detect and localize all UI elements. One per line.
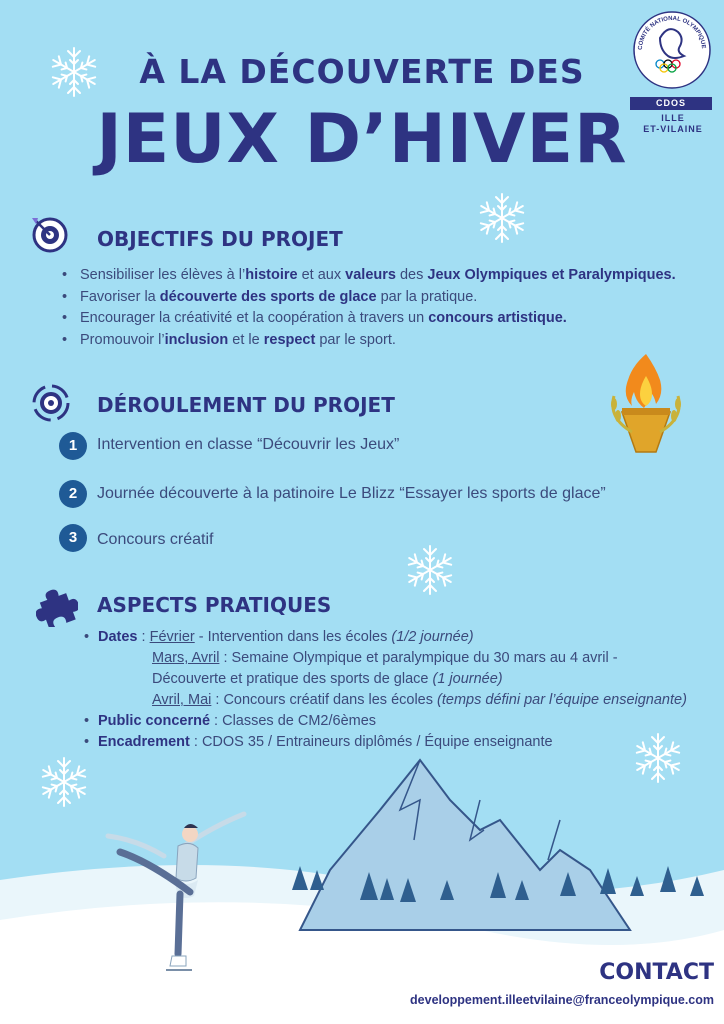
date-text: : Semaine Olympique et paralympique du 30 mars au 4 avril - (219, 650, 618, 666)
logo-sub1: ILLE (661, 113, 685, 123)
dates-row: • Dates : Février - Intervention dans les écoles (1/2 journée) (84, 629, 474, 645)
objectif-item (60, 308, 720, 330)
objectif-item (60, 287, 720, 309)
objectif-highlight: découverte des sports de glace (159, 288, 377, 305)
contact-title: CONTACT (599, 960, 714, 985)
aspects-list (82, 627, 722, 753)
date-text: - Intervention dans les écoles (194, 629, 392, 645)
encadrement-row: • Encadrement : CDOS 35 / Entraineurs diplômés / Équipe enseignante (84, 734, 553, 750)
date-row-2 (82, 648, 722, 669)
date-period: Février (149, 629, 195, 645)
contact-email-link[interactable]: developpement.illeetvilaine@franceolympique.com (410, 993, 714, 1007)
date-text: : Concours créatif dans les écoles (211, 692, 438, 708)
objectif-text: et aux (297, 267, 346, 283)
date-period: Mars, Avril (152, 650, 220, 666)
olympic-torch-icon (604, 346, 688, 458)
figure-skater-illustration (100, 806, 260, 980)
step-number: 3 (59, 524, 87, 552)
objectif-text: et le (228, 331, 264, 348)
gear-icon (30, 382, 72, 424)
objectif-highlight: valeurs (345, 267, 396, 283)
deroulement-title: DÉROULEMENT DU PROJET (97, 393, 395, 417)
target-icon (30, 214, 70, 254)
date-note: (temps défini par l’équipe enseignante) (437, 692, 687, 708)
step-text: Journée découverte à la patinoire Le Blizz “Essayer les sports de glace” (97, 485, 606, 502)
objectif-text: Sensibiliser les élèves à l’ (80, 267, 246, 283)
title-main: JEUX D’HIVER (96, 100, 628, 179)
date-note: (1/2 journée) (391, 629, 474, 645)
dates-sep: : (137, 629, 150, 645)
objectif-highlight: respect (263, 331, 316, 348)
encadrement-text: : CDOS 35 / Entraineurs diplômés / Équipe enseignante (189, 734, 553, 750)
public-label: Public concerné (98, 713, 211, 729)
logo-ring-text: COMITÉ NATIONAL OLYMPIQUE (637, 15, 707, 51)
logo-badge: CDOS (630, 97, 712, 110)
objectif-text: Promouvoir l’ (80, 331, 165, 348)
public-text: : Classes de CM2/6èmes (210, 713, 377, 729)
objectif-text: Favoriser la (80, 288, 160, 305)
objectif-text: par la pratique. (376, 288, 478, 305)
snowflake-icon (402, 542, 458, 598)
objectif-text: des (395, 267, 428, 283)
objectif-highlight: inclusion (164, 331, 229, 348)
objectif-text: Encourager la créativité et la coopération à travers un (80, 310, 429, 326)
step-text: Concours créatif (97, 531, 214, 548)
snowflake-icon (474, 190, 530, 246)
objectif-text: par le sport. (315, 331, 396, 348)
logo-sub2: ET-VILAINE (643, 124, 703, 134)
step-text: Intervention en classe “Découvrir les Jeux” (97, 436, 400, 453)
puzzle-icon (36, 585, 78, 627)
aspects-title: ASPECTS PRATIQUES (97, 593, 332, 617)
title-line1: À LA DÉCOUVERTE DES (139, 52, 585, 91)
encadrement-label: Encadrement (98, 734, 190, 750)
dates-label: Dates (98, 629, 138, 645)
public-row: • Public concerné : Classes de CM2/6èmes (84, 713, 377, 729)
objectif-highlight: histoire (245, 267, 298, 283)
objectif-highlight: Jeux Olympiques et Paralympiques. (427, 267, 676, 283)
objectifs-list (60, 265, 720, 351)
objectifs-title: OBJECTIFS DU PROJET (97, 227, 343, 251)
date-row-2b (82, 669, 722, 690)
date-note: (1 journée) (432, 671, 503, 687)
date-text: Découverte et pratique des sports de glace (152, 671, 433, 687)
step-number: 2 (59, 480, 87, 508)
objectif-item (60, 265, 720, 287)
step-number: 1 (59, 432, 87, 460)
date-row-3 (82, 690, 722, 711)
objectif-highlight: concours artistique. (428, 310, 567, 326)
date-period: Avril, Mai (152, 692, 212, 708)
